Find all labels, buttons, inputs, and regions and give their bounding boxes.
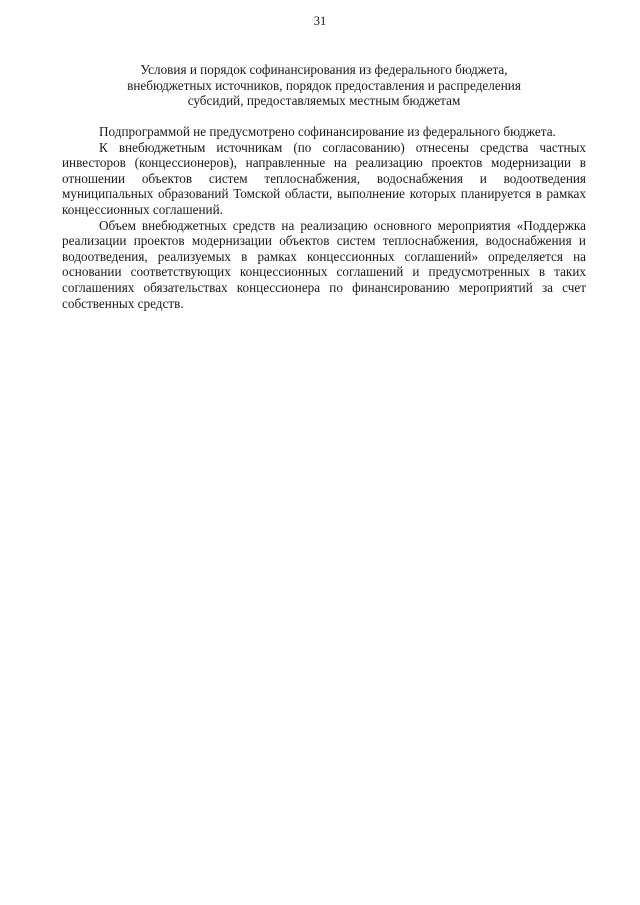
heading-line: субсидий, предоставляемых местным бюджетам	[187, 93, 461, 109]
paragraph-extrabudgetary-volume: Объем внебюджетных средств на реализацию основного мероприятия «Поддержка реализации проектов модернизации объектов систем теплоснабжения, водоснабжения и водоотведения, реализуемых в рамках концессионных соглашений» определяется на основании соответствующих концессионных соглашений и предусмотренных в таких соглашениях обязательствах концессионера по финансированию мероприятий за счет собственных средств.	[62, 217, 586, 311]
heading-line: Условия и порядок софинансирования из федерального бюджета,	[140, 62, 508, 77]
page-number: 31	[313, 14, 327, 28]
paragraph-federal-budget: Подпрограммой не предусмотрено софинансирование из федерального бюджета.	[99, 124, 556, 139]
paragraph-extrabudgetary-sources: К внебюджетным источникам (по согласованию) отнесены средства частных инвесторов (концессионеров), направленные на реализацию проектов модернизации в отношении объектов систем теплоснабжения, водоснабжения и водоотведения муниципальных образований Томской области, выполнение которых планируется в рамках концессионных соглашений.	[62, 139, 586, 217]
body-text	[62, 124, 586, 311]
heading-line: внебюджетных источников, порядок предоставления и распределения	[127, 77, 521, 93]
section-heading	[62, 62, 586, 109]
